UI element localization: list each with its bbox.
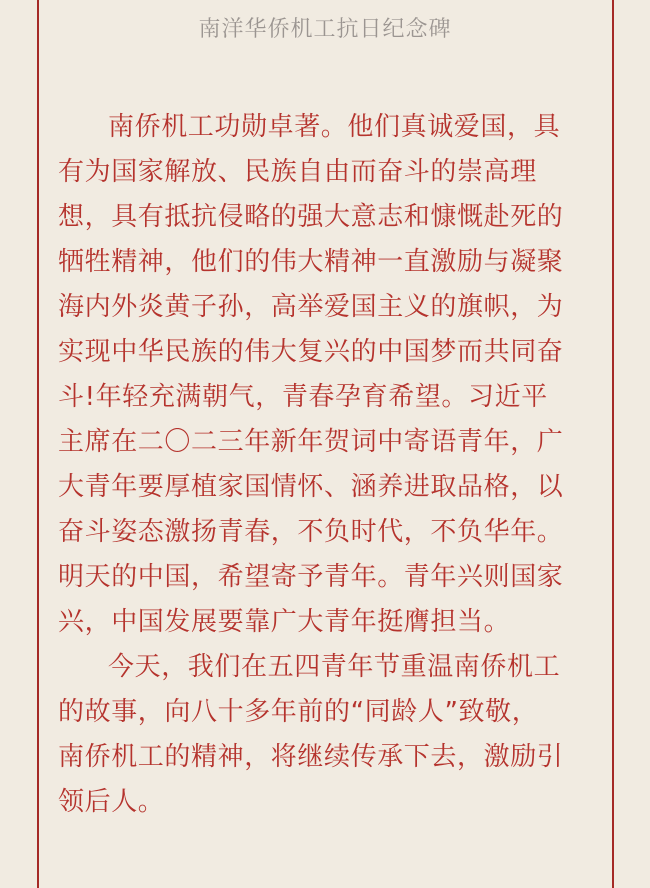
- article-body: [58, 105, 594, 825]
- text-line: 海内外炎黄子孙，高举爱国主义的旗帜，为: [58, 292, 564, 322]
- text-line: 斗!年轻充满朝气，青春孕育希望。习近平: [58, 382, 548, 412]
- text-line: 有为国家解放、民族自由而奋斗的崇高理: [58, 157, 537, 187]
- text-line: 南侨机工的精神，将继续传承下去，激励引: [58, 742, 564, 772]
- text-line: 主席在二〇二三年新年贺词中寄语青年，广: [58, 427, 564, 457]
- text-line: 大青年要厚植家国情怀、涵养进取品格，以: [58, 472, 564, 502]
- text-line: 想，具有抵抗侵略的强大意志和慷慨赴死的: [58, 202, 564, 232]
- text-line: 奋斗姿态激扬青春，不负时代，不负华年。: [58, 517, 564, 547]
- text-line: 实现中华民族的伟大复兴的中国梦而共同奋: [58, 337, 564, 367]
- image-caption: 南洋华侨机工抗日纪念碑: [198, 17, 452, 42]
- text-line: 的故事，向八十多年前的“同龄人”致敬，: [58, 697, 539, 727]
- right-border-line: [612, 0, 614, 888]
- left-border-line: [37, 0, 39, 888]
- text-line: 兴，中国发展要靠广大青年挺膺担当。: [58, 607, 511, 637]
- text-line: 南侨机工功勋卓著。他们真诚爱国，具: [108, 112, 561, 142]
- paragraph-2: [58, 645, 594, 825]
- text-line: 今天，我们在五四青年节重温南侨机工: [108, 652, 561, 682]
- text-line: 领后人。: [58, 787, 165, 817]
- text-line: 明天的中国，希望寄予青年。青年兴则国家: [58, 562, 564, 592]
- paragraph-1: [58, 105, 594, 645]
- text-line: 牺牲精神，他们的伟大精神一直激励与凝聚: [58, 247, 564, 277]
